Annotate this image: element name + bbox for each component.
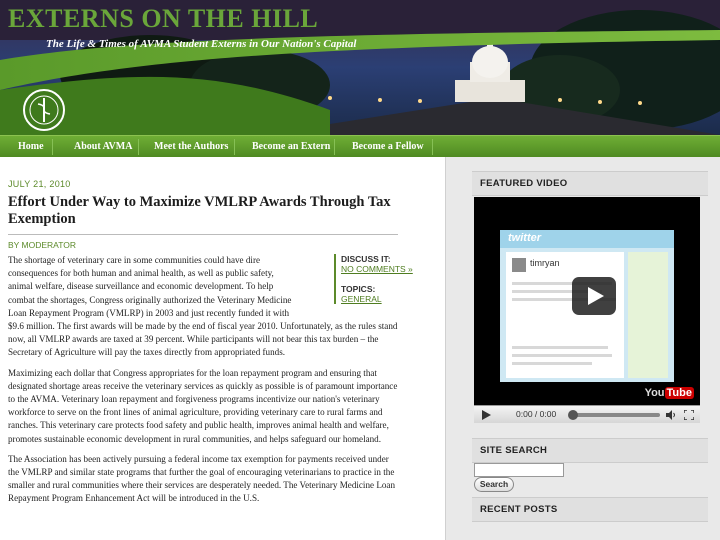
topics-label: TOPICS: bbox=[341, 284, 376, 294]
text-line: combat the shortages, Congress originally authorized the Veterinary Medicine bbox=[8, 294, 292, 305]
nav-become-an-extern[interactable]: Become an Extern bbox=[252, 141, 331, 152]
text-line: Loan Repayment Program (VMLRP) in 2003 and just recently funded it with bbox=[8, 307, 290, 318]
fullscreen-icon[interactable] bbox=[684, 410, 694, 420]
screen-username: timryan bbox=[530, 258, 560, 268]
nav-divider bbox=[234, 139, 235, 155]
nav-home[interactable]: Home bbox=[18, 141, 44, 152]
video-controls bbox=[474, 405, 700, 423]
post-body bbox=[8, 254, 436, 506]
nav-divider bbox=[334, 139, 335, 155]
site-title[interactable]: EXTERNS ON THE HILL bbox=[8, 4, 319, 33]
play-icon[interactable] bbox=[482, 410, 491, 420]
twitter-logo: twitter bbox=[508, 232, 541, 244]
paragraph-3: The Association has been actively pursuing a federal income tax exemption for payments received under the VMLRP and similar state programs that further the goal of encouraging veterinarians to practice in the smaller and rural communities where their services are desperately needed. The Veterinary Medicine Loan Repayment Program Enhancement Act will be introduced in the U.S. bbox=[8, 453, 395, 504]
seek-bar[interactable] bbox=[572, 413, 660, 417]
video-player[interactable] bbox=[474, 197, 700, 423]
content-area bbox=[0, 157, 720, 540]
volume-icon[interactable] bbox=[666, 410, 676, 420]
search-input[interactable] bbox=[474, 463, 564, 477]
video-time: 0:00 / 0:00 bbox=[516, 409, 557, 419]
youtube-logo[interactable]: You Tube bbox=[644, 387, 692, 399]
nav-about-avma[interactable]: About AVMA bbox=[74, 141, 133, 152]
post-article bbox=[0, 157, 446, 540]
search-button[interactable]: Search bbox=[474, 477, 514, 492]
avatar bbox=[512, 258, 526, 272]
featured-video-heading: FEATURED VIDEO bbox=[472, 171, 708, 196]
nav-divider bbox=[52, 139, 53, 155]
seek-handle[interactable] bbox=[568, 410, 578, 420]
post-date: JULY 21, 2010 bbox=[8, 179, 71, 189]
site-search-heading: SITE SEARCH bbox=[472, 438, 708, 463]
post-meta-box bbox=[334, 254, 414, 304]
paragraph-2: Maximizing each dollar that Congress appropriates for the loan repayment program and ensuring that designated shortage areas receive the veterinary services as quickly as possible is of paramount importance to the AVMA. Veterinary loan repayment and forgiveness programs incentivize our nation's veterinary workforce to serve on the front lines of animal agriculture, providing veterinary care to rural farms and ranches. This veterinary care protects food safety and public health, improves animal health and welfare, promotes sustainable economic development in rural communities, and helps safeguard our homeland. bbox=[8, 367, 398, 444]
discuss-label: DISCUSS IT: bbox=[341, 254, 391, 264]
post-byline: BY MODERATOR bbox=[8, 234, 398, 251]
main-navigation bbox=[0, 135, 720, 157]
avma-seal-logo[interactable] bbox=[22, 88, 66, 132]
site-tagline: The Life & Times of AVMA Student Externs in Our Nation's Capital bbox=[46, 38, 357, 50]
recent-posts-heading: RECENT POSTS bbox=[472, 497, 708, 522]
nav-divider bbox=[138, 139, 139, 155]
text-line: animal welfare, disease surveillance and economic development. To help bbox=[8, 281, 274, 292]
play-overlay-icon[interactable] bbox=[572, 277, 616, 315]
nav-meet-the-authors[interactable]: Meet the Authors bbox=[154, 141, 229, 152]
post-title[interactable]: Effort Under Way to Maximize VMLRP Awards Through Tax Exemption bbox=[8, 194, 391, 227]
text-line: consequences for both human and animal health, as well as public safety, bbox=[8, 268, 274, 279]
topic-general-link[interactable]: GENERAL bbox=[341, 294, 382, 304]
sidebar bbox=[472, 157, 720, 540]
paragraph-1-intro bbox=[8, 254, 320, 320]
text-line: The shortage of veterinary care in some communities could have dire bbox=[8, 255, 261, 265]
nav-divider bbox=[432, 139, 433, 155]
comments-link[interactable]: NO COMMENTS » bbox=[341, 264, 413, 274]
nav-become-a-fellow[interactable]: Become a Fellow bbox=[352, 141, 424, 152]
site-header bbox=[0, 0, 720, 135]
paragraph-1-rest: $9.6 million. The first awards will be made by the end of fiscal year 2010. Unfortunately, as the rules stand now, all VMLRP awards are taxed at 39 percent. While participants will not bear this tax burden – the Secretary of Agriculture will pay the taxes directly from appropriated funds. bbox=[8, 321, 398, 358]
